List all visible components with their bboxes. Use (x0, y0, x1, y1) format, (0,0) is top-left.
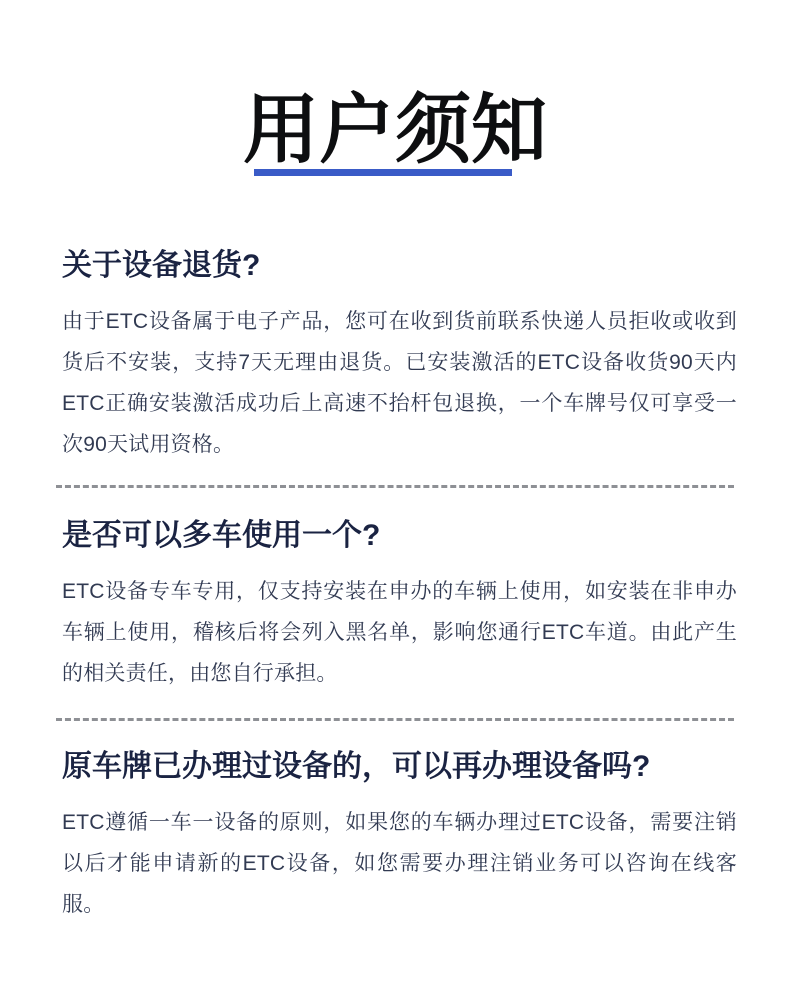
section-body: ETC遵循一车一设备的原则，如果您的车辆办理过ETC设备，需要注销以后才能申请新的ETC设备，如您需要办理注销业务可以咨询在线客服。 (62, 811, 737, 916)
section-body: 由于ETC设备属于电子产品，您可在收到货前联系快递人员拒收或收到货后不安装，支持7天无理由退货。已安装激活的ETC设备收货90天内ETC正确安装激活成功后上高速不抬杆包退换，一个车牌号仅可享受一次90天试用资格。 (62, 310, 737, 456)
page-title: 用户须知 (243, 88, 547, 173)
section-heading: 原车牌已办理过设备的，可以再办理设备吗? (62, 750, 651, 783)
dashed-divider (56, 485, 734, 488)
section-body: ETC设备专车专用，仅支持安装在申办的车辆上使用，如安装在非申办车辆上使用，稽核后将会列入黑名单，影响您通行ETC车道。由此产生的相关责任，由您自行承担。 (62, 580, 737, 685)
dashed-divider (56, 718, 734, 721)
notice-content (0, 248, 790, 925)
section-reapply-device (62, 749, 737, 925)
section-device-return (62, 248, 737, 465)
title-block (0, 0, 790, 176)
section-multi-vehicle (62, 518, 737, 694)
section-heading: 关于设备退货? (62, 249, 261, 282)
section-heading: 是否可以多车使用一个? (62, 519, 381, 552)
